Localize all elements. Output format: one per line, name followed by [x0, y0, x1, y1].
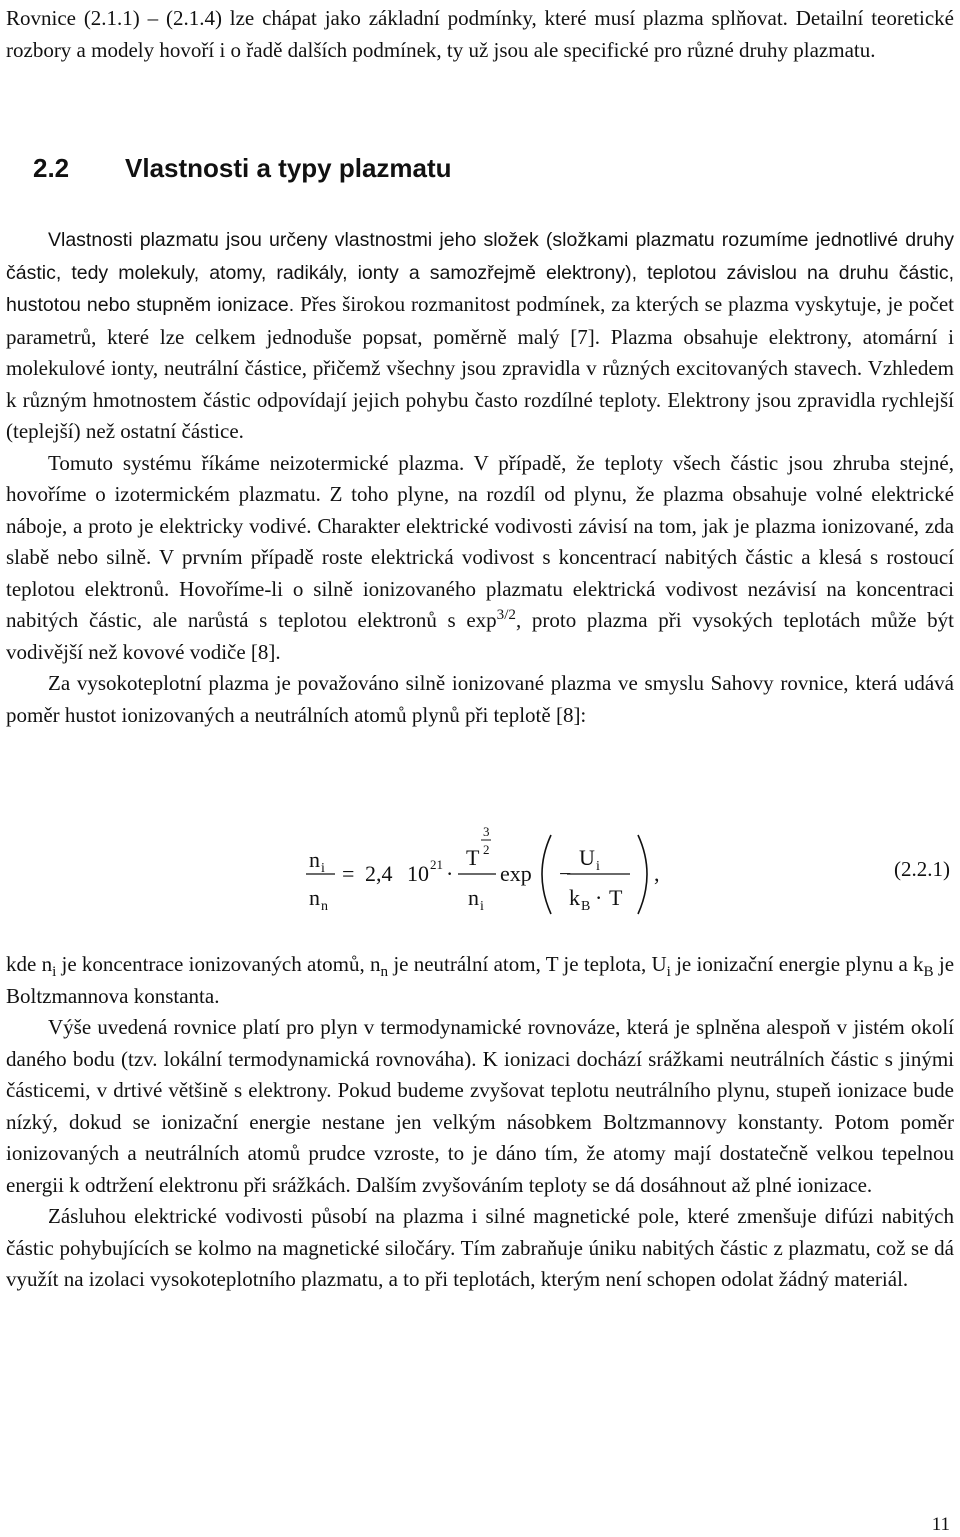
paragraph-equilibrium: Výše uvedená rovnice platí pro plyn v termodynamické rovnováze, která je splněna alespoň v jistém okolí daného bodu (tzv. lokální termodynamická rovnováha). K ionizaci dochází srážkami neutrálních částic s jinými částicemi, v drtivé většině s elektrony. Pokud budeme zvyšovat teplotu neutrálního plynu, stupeň ionizace bude nízký, dokud se ionizační energie nestane jen velkým násobkem Boltzmannovy konstanty. Potom poměr ionizovaných a neutrálních atomů prudce vzroste, to je dáno tím, že atomy mají dostatečně velkou tepelnou energii k odtržení elektronu při srážkách. Dalším zvyšováním teploty se dá dosáhnout až plné ionizace.	[6, 1015, 954, 1197]
eq-boltzmann-sub: B	[581, 899, 591, 914]
eq-lhs-denominator-sub: n	[321, 899, 328, 914]
paragraph-symbols: kde $n_i$ je koncentrace ionizovaných atomů, $n_n$ je neutrální atom, T je teplota, $U_i$ je ionizační energie plynu a $k_B$ je Boltzmannova konstanta.	[6, 952, 955, 1008]
paragraph-properties	[6, 224, 954, 448]
paragraph-isothermal-a: Tomuto systému říkáme neizotermické plazma. V případě, že teploty všech částic jsou zhruba stejné, hovoříme o izotermickém plazmatu. Z toho plyne, na rozdíl od plynu, že plazma obsahuje volné elektrické náboje, a proto je elektricky vodivé. Charakter elektrické vodivosti závisí na tom, jak je plazma ionizované, zda slabě nebo silně. V prvním případě roste elektrická vodivost s koncentrací nabitých částic a klesá s rostoucí teplotou elektronů. Hovoříme-li o silně ionizovaného plazmatu elektrická vodivost nezávisí na koncentraci nabitých částic, ale narůstá s teplotou elektronů s exp	[6, 450, 954, 632]
eq-boltzmann: k	[569, 885, 580, 910]
eq-ten: 10	[407, 861, 429, 886]
section-title: Vlastnosti a typy plazmatu	[125, 153, 452, 183]
paragraph-saha-intro: Za vysokoteplotní plazma je považováno silně ionizované plazma ve smyslu Sahovy rovnice, která udává poměr hustot ionizovaných a neutrálních atomů plynů při teplotě [8]:	[6, 671, 954, 727]
eq-exponent: 21	[430, 857, 443, 872]
eq-power-numerator: 3	[483, 824, 490, 839]
eq-exp: exp	[500, 861, 532, 886]
eq-power-denominator: 2	[483, 842, 490, 857]
body-block-lower	[6, 949, 954, 1296]
section-number: 2.2	[33, 153, 70, 183]
eq-right-dot: ·	[595, 885, 603, 910]
eq-minus: −	[559, 861, 572, 886]
eq-lhs-denominator: n	[309, 885, 320, 910]
exp-superscript: 3/2	[496, 607, 516, 623]
eq-right-paren	[638, 835, 647, 914]
eq-coefficient: 2,4	[365, 861, 393, 886]
eq-temperature: T	[466, 845, 480, 870]
paragraph-magnetic: Zásluhou elektrické vodivosti působí na plazma i silné magnetické pole, které zmenšuje difúzi nabitých částic pohybujících se kolmo na magnetické siločáry. Tím zabraňuje úniku nabitých částic z plazmatu, což se dá využít na izolaci vysokoteplotního plazmatu, a to při teplotách, kterým není schopen odolat žádný materiál.	[6, 1204, 954, 1291]
paragraph-isothermal-b: , proto plazma při vysokých teplotách může být vodivější než kovové vodiče [8].	[6, 608, 955, 664]
eq-left-paren	[542, 835, 551, 914]
eq-lhs-numerator-sub: i	[321, 861, 325, 876]
paragraph-properties-serif: Přes širokou rozmanitost podmínek, za kterých se plazma vyskytuje, je počet parametrů, které lze celkem jednoduše popsat, poměrně malý [7]. Plazma obsahuje elektrony, atomární i molekulové ionty, neutrální částice, přičemž všechny jsou zpravidla v různých excitovaných stavech. Vzhledem k různým hmotnostem částic odpovídají jejich pohybu často rozdílné teploty. Elektrony jsou zpravidla rychlejší (teplejší) než ostatní částice.	[6, 292, 954, 443]
equation-number: (2.2.1)	[894, 857, 950, 881]
eq-dot: ·	[446, 861, 454, 886]
saha-equation	[0, 815, 960, 925]
paragraph-properties-sans: Vlastnosti plazmatu jsou určeny vlastnostmi jeho složek (složkami plazmatu rozumíme jednotlivé druhy částic, tedy molekuly, atomy, radikály, ionty a samozřejmě elektrony), teplotou závislou na druhu částic, hustotou nebo stupněm ionizace.	[6, 229, 954, 316]
section-heading	[33, 150, 452, 186]
eq-ionization-energy-sub: i	[596, 859, 600, 874]
intro-paragraph: Rovnice (2.1.1) – (2.1.4) lze chápat jako základní podmínky, které musí plazma splňovat. Detailní teoretické rozbory a modely hovoří i o řadě dalších podmínek, ty už jsou ale specifické pro různé druhy plazmatu.	[6, 6, 954, 62]
body-block-upper	[6, 224, 954, 731]
eq-right-temperature: T	[609, 885, 623, 910]
eq-ionization-energy: U	[579, 845, 595, 870]
intro-block	[6, 3, 954, 66]
eq-comma: ,	[654, 861, 660, 886]
page-number: 11	[931, 1514, 950, 1535]
eq-mid-denominator: n	[468, 885, 479, 910]
eq-equals: =	[342, 861, 355, 886]
eq-mid-denominator-sub: i	[480, 899, 484, 914]
paragraph-isothermal	[6, 448, 954, 669]
eq-lhs-numerator: n	[309, 847, 320, 872]
